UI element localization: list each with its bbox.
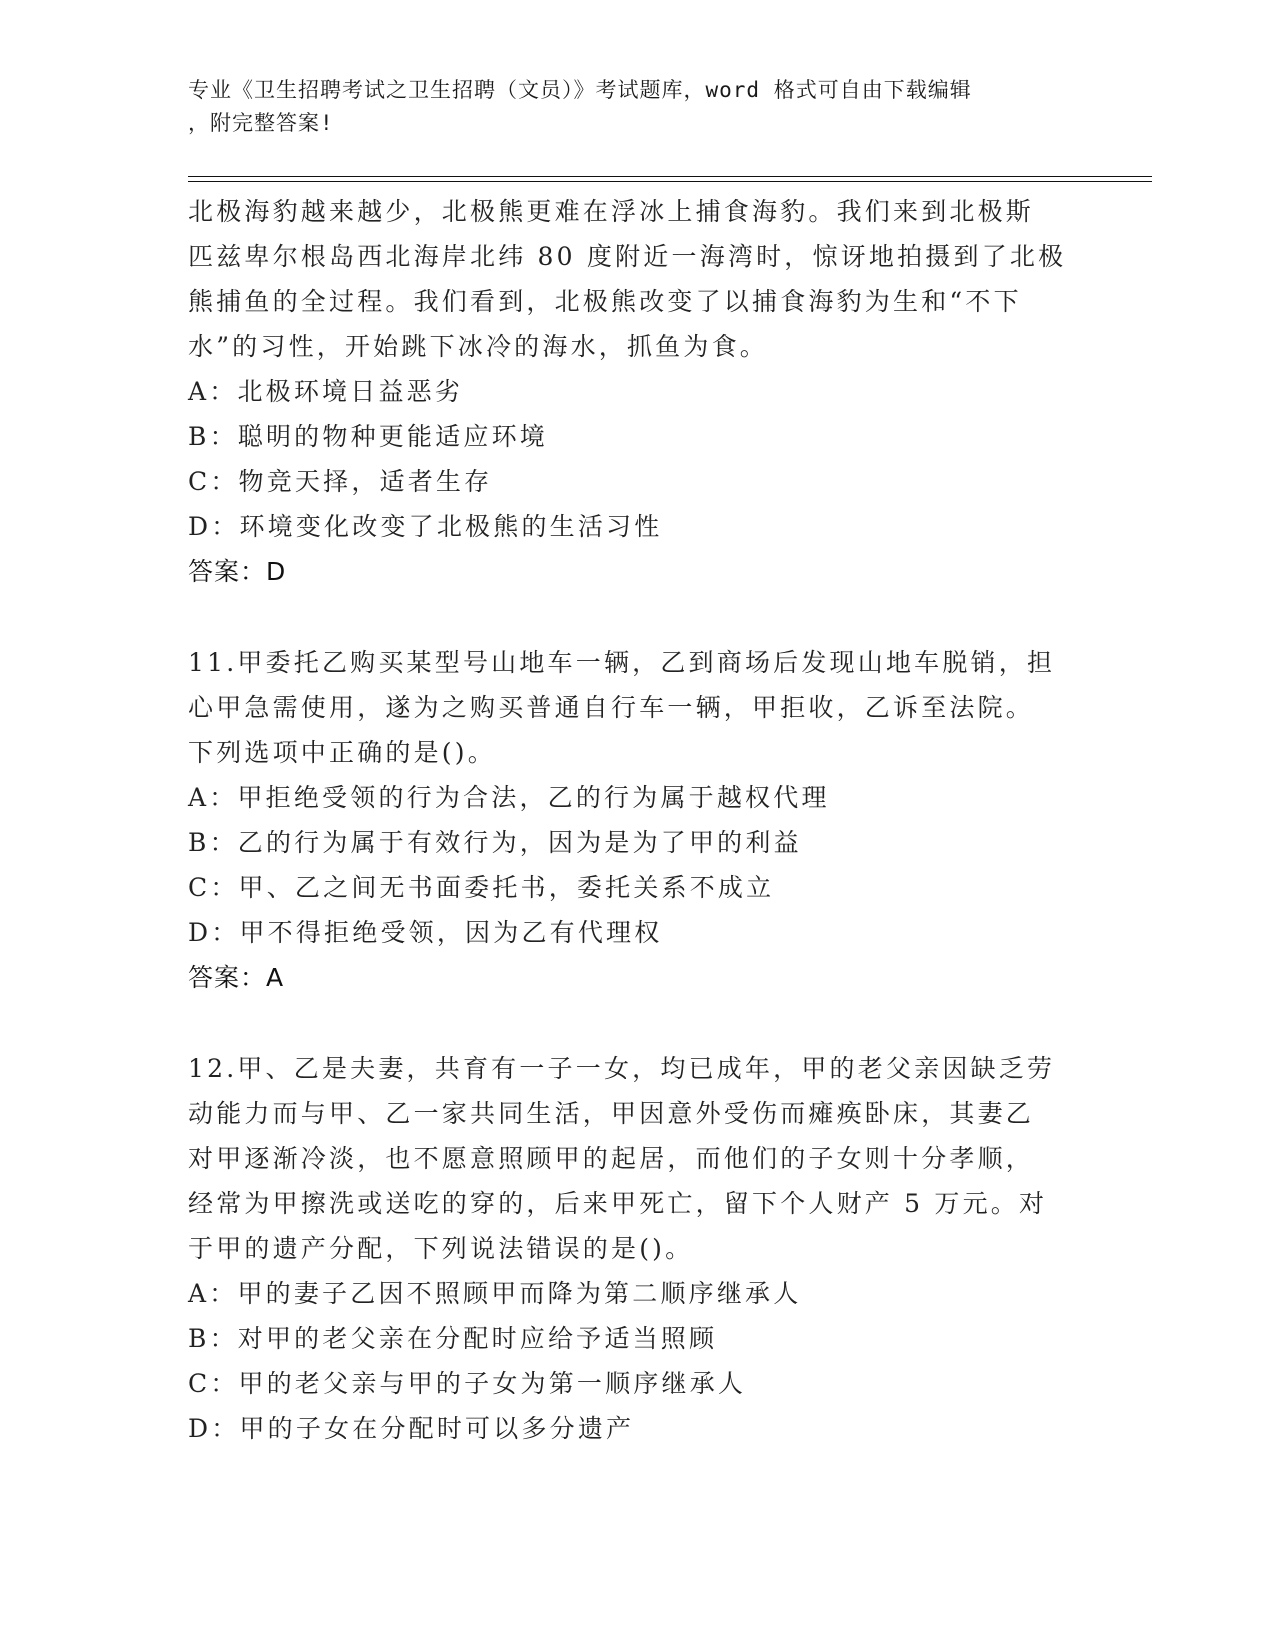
header-line-2: ，附完整答案! bbox=[188, 111, 334, 135]
question-10-stem-line-2: 匹兹卑尔根岛西北海岸北纬 80 度附近一海湾时，惊讶地拍摄到了北极 bbox=[188, 242, 1067, 271]
question-10-option-b: B：聪明的物种更能适应环境 bbox=[188, 422, 548, 451]
question-10-answer: 答案：D bbox=[188, 557, 287, 586]
spacer bbox=[188, 1000, 1088, 1046]
question-12 bbox=[188, 1046, 1088, 1451]
header-rule-top bbox=[188, 176, 1152, 177]
question-10-stem-line-3: 熊捕鱼的全过程。我们看到，北极熊改变了以捕食海豹为生和“不下 bbox=[188, 287, 1022, 316]
question-list bbox=[188, 189, 1088, 1451]
question-12-stem-line-2: 动能力而与甲、乙一家共同生活，甲因意外受伤而瘫痪卧床，其妻乙 bbox=[188, 1099, 1035, 1128]
question-11-stem-line-1: 11.甲委托乙购买某型号山地车一辆，乙到商场后发现山地车脱销，担 bbox=[188, 648, 1056, 677]
question-12-stem-line-4: 经常为甲擦洗或送吃的穿的，后来甲死亡，留下个人财产 5 万元。对 bbox=[188, 1189, 1048, 1218]
question-10-option-a: A：北极环境日益恶劣 bbox=[188, 377, 464, 406]
question-12-stem-line-5: 于甲的遗产分配，下列说法错误的是()。 bbox=[188, 1234, 694, 1263]
question-12-option-d: D：甲的子女在分配时可以多分遗产 bbox=[188, 1414, 635, 1443]
question-10-option-d: D：环境变化改变了北极熊的生活习性 bbox=[188, 512, 663, 541]
question-12-stem-line-1: 12.甲、乙是夫妻，共育有一子一女，均已成年，甲的老父亲因缺乏劳 bbox=[188, 1054, 1056, 1083]
question-11-stem-line-3: 下列选项中正确的是()。 bbox=[188, 738, 496, 767]
question-11-option-a: A：甲拒绝受领的行为合法，乙的行为属于越权代理 bbox=[188, 783, 830, 812]
question-11-answer: 答案：A bbox=[188, 963, 285, 992]
question-12-option-a: A：甲的妻子乙因不照顾甲而降为第二顺序继承人 bbox=[188, 1279, 802, 1308]
document-header bbox=[188, 74, 1068, 140]
question-10 bbox=[188, 189, 1088, 594]
question-10-option-c: C：物竞天择，适者生存 bbox=[188, 467, 493, 496]
header-line-1: 专业《卫生招聘考试之卫生招聘（文员）》考试题库，word 格式可自由下载编辑 bbox=[188, 78, 972, 102]
question-12-stem-line-3: 对甲逐渐冷淡，也不愿意照顾甲的起居，而他们的子女则十分孝顺， bbox=[188, 1144, 1035, 1173]
question-11-option-b: B：乙的行为属于有效行为，因为是为了甲的利益 bbox=[188, 828, 802, 857]
question-11-option-d: D：甲不得拒绝受领，因为乙有代理权 bbox=[188, 918, 663, 947]
spacer bbox=[188, 594, 1088, 640]
question-11 bbox=[188, 640, 1088, 1000]
question-12-option-b: B：对甲的老父亲在分配时应给予适当照顾 bbox=[188, 1324, 718, 1353]
question-12-option-c: C：甲的老父亲与甲的子女为第一顺序继承人 bbox=[188, 1369, 747, 1398]
question-10-stem-line-1: 北极海豹越来越少，北极熊更难在浮冰上捕食海豹。我们来到北极斯 bbox=[188, 197, 1035, 226]
question-11-option-c: C：甲、乙之间无书面委托书，委托关系不成立 bbox=[188, 873, 775, 902]
question-10-stem-line-4: 水”的习性，开始跳下冰冷的海水，抓鱼为食。 bbox=[188, 332, 768, 361]
question-11-stem-line-2: 心甲急需使用，遂为之购买普通自行车一辆，甲拒收，乙诉至法院。 bbox=[188, 693, 1035, 722]
header-rule-bottom bbox=[188, 181, 1152, 182]
